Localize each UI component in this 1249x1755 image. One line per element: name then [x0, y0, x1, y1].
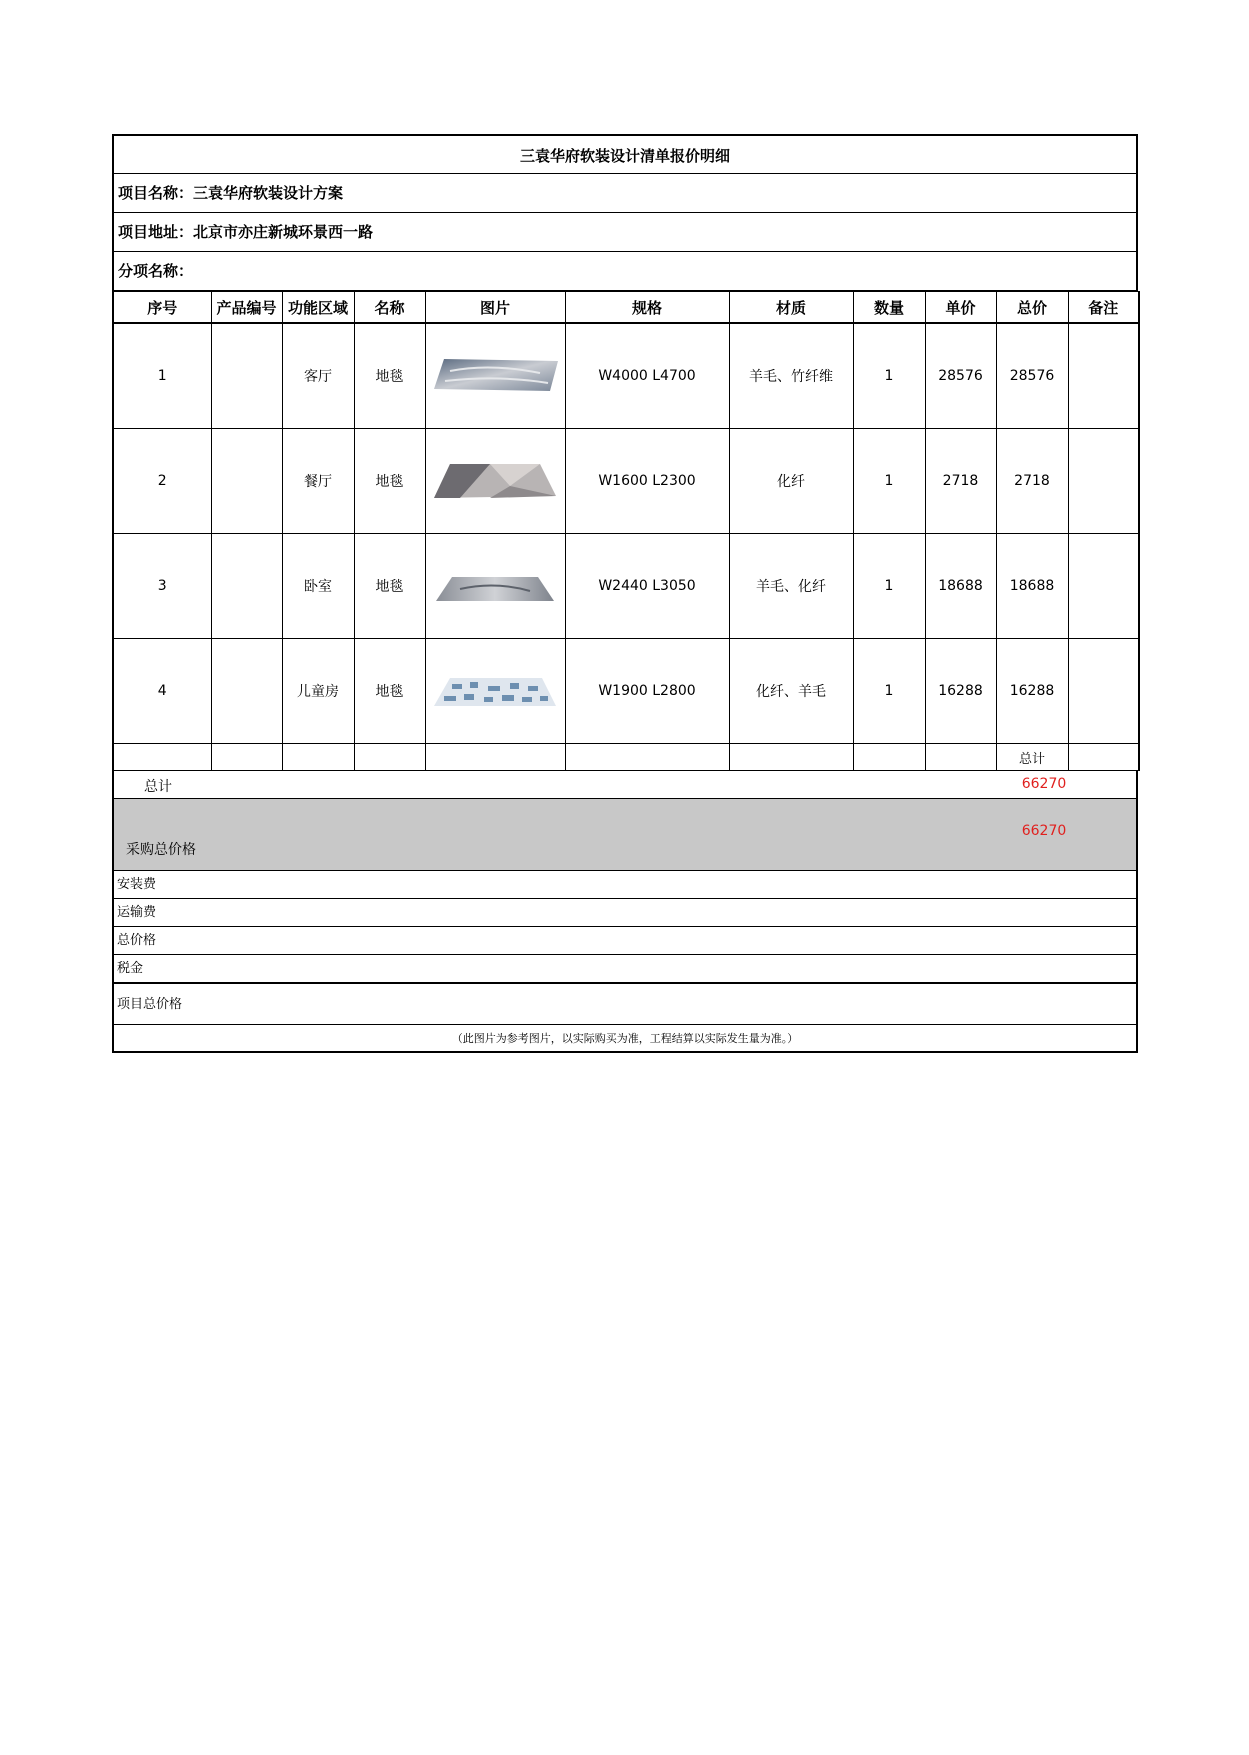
table-row: [113, 323, 1139, 429]
cell-remark: [1068, 429, 1139, 534]
cell-spec: W1600 L2300: [565, 429, 729, 534]
items-table: [112, 291, 1140, 771]
header-material: 材质: [729, 292, 853, 324]
cell-name: 地毯: [354, 639, 425, 744]
header-code: 产品编号: [211, 292, 282, 324]
cell-no: 2: [113, 429, 211, 534]
total-label: 总计: [144, 779, 172, 795]
header-name: 名称: [354, 292, 425, 324]
cell-spec: W2440 L3050: [565, 534, 729, 639]
header-total: 总价: [996, 292, 1068, 324]
cell-total: 2718: [996, 429, 1068, 534]
project-total-row: 项目总价格: [112, 983, 1138, 1025]
table-header-row: [113, 292, 1139, 324]
footnote: （此图片为参考图片，以实际购买为准，工程结算以实际发生量为准。）: [112, 1025, 1138, 1053]
cell-total: 16288: [996, 639, 1068, 744]
cell-image: [425, 429, 565, 534]
tax-row: 税金: [112, 955, 1138, 983]
cell-unit-price: 2718: [925, 429, 996, 534]
cell-code: [211, 534, 282, 639]
rug-geometric-grey-image: [430, 456, 560, 506]
header-no: 序号: [113, 292, 211, 324]
cell-material: 化纤: [729, 429, 853, 534]
header-unit-price: 单价: [925, 292, 996, 324]
cell-area: 客厅: [282, 323, 354, 429]
cell-material: 羊毛、竹纤维: [729, 323, 853, 429]
cell-name: 地毯: [354, 323, 425, 429]
cell-code: [211, 639, 282, 744]
total-price-row: 总价格: [112, 927, 1138, 955]
subtotal-row: [113, 744, 1139, 771]
project-name: 项目名称：三袁华府软装设计方案: [112, 174, 1138, 213]
rug-blue-grey-image: [430, 351, 560, 401]
cell-area: 卧室: [282, 534, 354, 639]
total-value: 66270: [1021, 776, 1067, 792]
table-row: [113, 534, 1139, 639]
cell-unit-price: 28576: [925, 323, 996, 429]
header-image: 图片: [425, 292, 565, 324]
rug-abstract-grey-image: [430, 561, 560, 611]
cell-image: [425, 534, 565, 639]
cell-no: 1: [113, 323, 211, 429]
document-title: 三袁华府软装设计清单报价明细: [112, 134, 1138, 174]
cell-material: 羊毛、化纤: [729, 534, 853, 639]
cell-area: 餐厅: [282, 429, 354, 534]
cell-unit-price: 16288: [925, 639, 996, 744]
header-remark: 备注: [1068, 292, 1139, 324]
quotation-sheet: [112, 134, 1138, 1053]
table-row: [113, 429, 1139, 534]
header-qty: 数量: [853, 292, 925, 324]
cell-remark: [1068, 534, 1139, 639]
purchase-total-row: [112, 799, 1138, 871]
cell-qty: 1: [853, 429, 925, 534]
rug-blue-pattern-image: [430, 666, 560, 716]
cell-code: [211, 323, 282, 429]
cell-remark: [1068, 323, 1139, 429]
cell-qty: 1: [853, 534, 925, 639]
header-spec: 规格: [565, 292, 729, 324]
cell-qty: 1: [853, 639, 925, 744]
purchase-total-value: 66270: [1021, 823, 1067, 839]
cell-unit-price: 18688: [925, 534, 996, 639]
purchase-total-label: 采购总价格: [126, 842, 196, 858]
total-row: [112, 771, 1138, 799]
subtotal-label: 总计: [996, 744, 1068, 771]
table-row: [113, 639, 1139, 744]
cell-area: 儿童房: [282, 639, 354, 744]
cell-remark: [1068, 639, 1139, 744]
sub-item-name: 分项名称：: [112, 252, 1138, 291]
cell-name: 地毯: [354, 534, 425, 639]
cell-material: 化纤、羊毛: [729, 639, 853, 744]
header-area: 功能区域: [282, 292, 354, 324]
install-fee-row: 安装费: [112, 871, 1138, 899]
cell-total: 18688: [996, 534, 1068, 639]
cell-spec: W1900 L2800: [565, 639, 729, 744]
cell-code: [211, 429, 282, 534]
cell-image: [425, 639, 565, 744]
project-address: 项目地址：北京市亦庄新城环景西一路: [112, 213, 1138, 252]
cell-no: 4: [113, 639, 211, 744]
cell-no: 3: [113, 534, 211, 639]
transport-fee-row: 运输费: [112, 899, 1138, 927]
cell-spec: W4000 L4700: [565, 323, 729, 429]
cell-qty: 1: [853, 323, 925, 429]
cell-name: 地毯: [354, 429, 425, 534]
cell-image: [425, 323, 565, 429]
cell-total: 28576: [996, 323, 1068, 429]
